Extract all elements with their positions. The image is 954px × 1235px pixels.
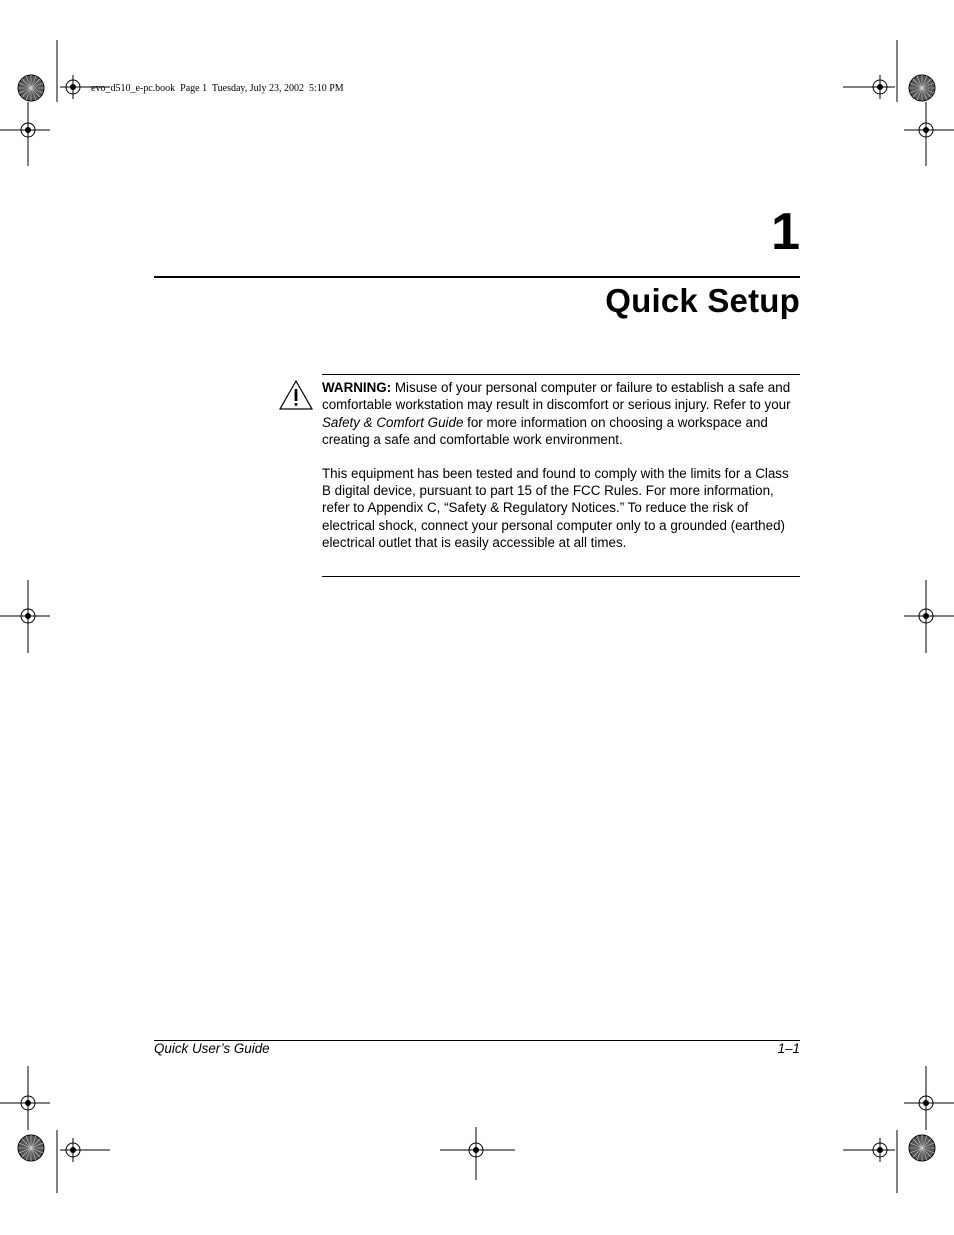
- warning-text-part1: Misuse of your personal computer or failure to establish a safe and comfortable workstation may result in discomfort or serious injury. Refer to your: [322, 380, 791, 413]
- warning-label: WARNING:: [322, 380, 392, 395]
- warning-triangle-icon: [279, 380, 313, 410]
- chapter-title: Quick Setup: [605, 282, 800, 319]
- warning-text: [322, 379, 792, 552]
- chapter-rule: [154, 276, 800, 278]
- print-slug-line: evo_d510_e-pc.book Page 1 Tuesday, July 23, 2002 5:10 PM: [91, 83, 344, 94]
- footer-page-number: 1–1: [777, 1041, 800, 1056]
- safety-comfort-guide-title: Safety & Comfort Guide: [322, 414, 464, 430]
- warning-paragraph: [322, 379, 792, 449]
- chapter-number: 1: [771, 203, 800, 261]
- fcc-paragraph: This equipment has been tested and found to comply with the limits for a Class B digital device, pursuant to part 15 of the FCC Rules. For more information, refer to Appendix C, “Safety & Regulatory Notices.” To reduce the risk of electrical shock, connect your personal computer only to a grounded (earthed) electrical outlet that is easily accessible at all times.: [322, 465, 789, 551]
- warning-text-part2: for more information on choosing a workspace and creating a safe and comfortable work environment.: [322, 414, 768, 448]
- footer-document-title: Quick User’s Guide: [154, 1041, 270, 1056]
